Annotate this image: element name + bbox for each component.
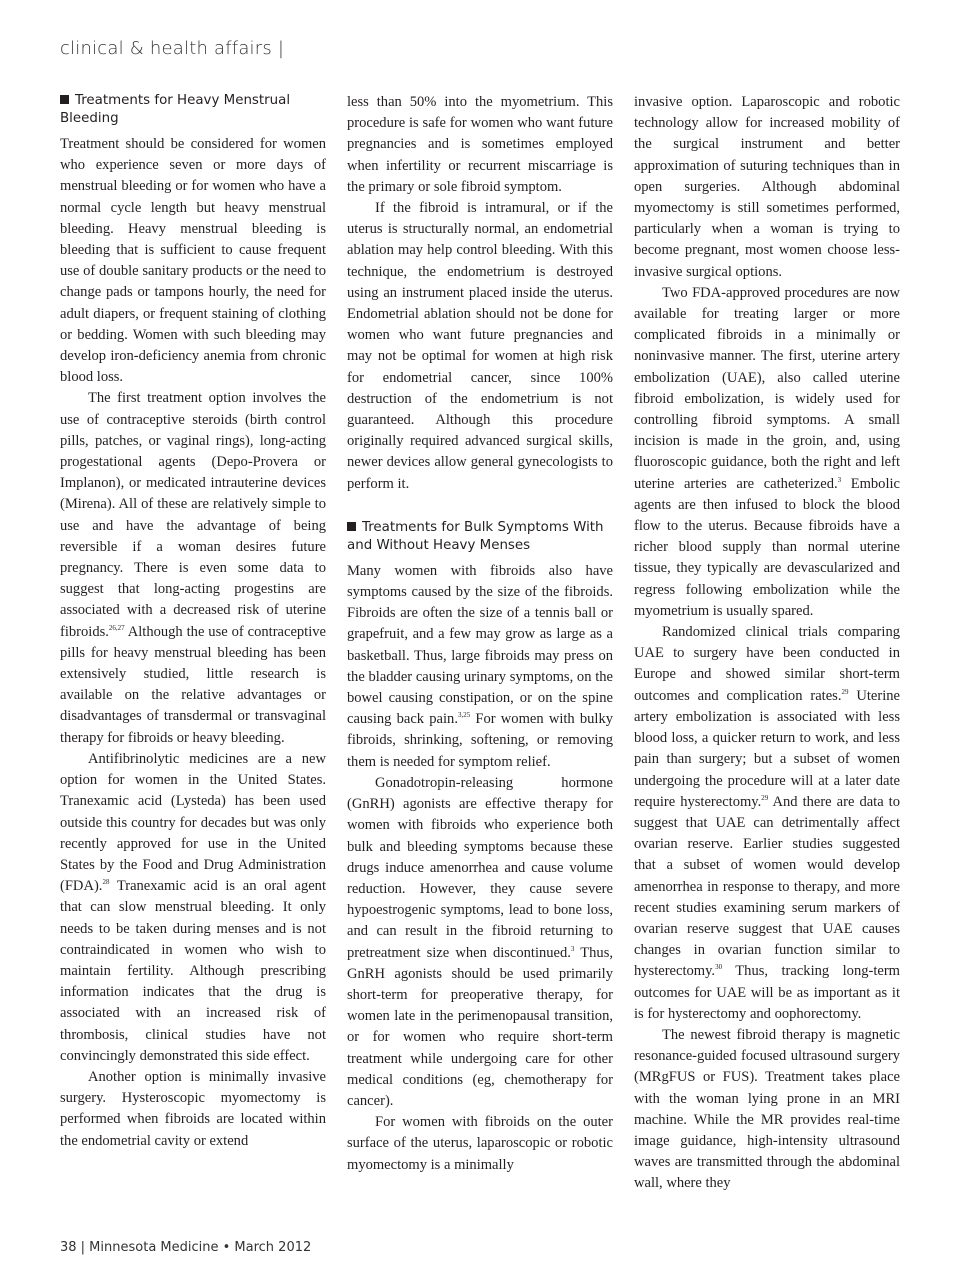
paragraph: invasive option. Laparoscopic and robotic technology allow for increased mobility of the surgical instrument and better approximation of suturing techniques than in open surgeries. Although abdominal myomectomy is still sometimes performed, particularly when a woman is trying to become pregnant, most women choose less-invasive surgical options. bbox=[634, 94, 900, 280]
reference-superscript: 3,25 bbox=[457, 711, 471, 720]
paragraph: The first treatment option involves the use of contraceptive steroids (birth control pills, patches, or vaginal rings), long-acting progestational agents (Depo-Provera or Implanon), or medicated intrauterine devices (Mirena). All of these are relatively simple to use and have the advantage of being reversible if a woman desires future pregnancy. There is even some data to suggest that long-acting progestins are associated with a decreased risk of uterine fibroids.$^{26,27}$ Although the use of contraceptive pills for heavy menstrual bleeding has been extensively studied, little research is available on the relative advantages or disadvantages of transdermal or transvaginal therapy for fibroids or heavy bleeding. bbox=[60, 390, 326, 746]
paragraph: Antifibrinolytic medicines are a new option for women in the United States. Tranexamic acid (Lysteda) has been used outside this country for decades but was only recently approved for use in the United States by the Food and Drug Administration (FDA).$^{28}$ Tranexamic acid is an oral agent that can slow menstrual bleeding. It only needs to be taken during menses and is not contraindicated in women who wish to maintain fertility. Although prescribing information indicates that the drug is associated with an increased risk of thrombosis, clinical studies have not convincingly demonstrated this side effect. bbox=[60, 750, 326, 1064]
reference-superscript: 3 bbox=[837, 475, 842, 484]
paragraph: Treatment should be considered for women who experience seven or more days of menstrual bleeding or for women who have a normal cycle length but heavy menstrual bleeding. Heavy menstrual bleeding is bleeding that is sufficient to cause frequent use of double sanitary products or the need to change pads or tampons hourly, the need for adult diapers, or frequent staining of clothing or bedding. Women with such bleeding may develop iron-deficiency anemia from chronic blood loss. bbox=[60, 136, 326, 386]
paragraph: Gonadotropin-releasing hormone (GnRH) agonists are effective therapy for women with fibroids who experience both bulk and bleeding symptoms because these drugs induce amenorrhea and cause volume reduction. However, they cause severe hypoestrogenic symptoms, lead to bone loss, and can result in the fibroid returning to pretreatment size when discontinued.$^3$ Thus, GnRH agonists should be used primarily short-term for preoperative therapy, for women late in the perimenopausal transition, or for women who require short-term treatment while undergoing care for other medical conditions (eg, chemotherapy for cancer). bbox=[347, 774, 613, 1109]
square-bullet-icon bbox=[347, 522, 356, 531]
reference-superscript: 28 bbox=[102, 878, 110, 887]
reference-superscript: 29 bbox=[841, 687, 849, 696]
section-heading-heavy-bleeding: Treatments for Heavy Menstrual Bleeding bbox=[60, 93, 291, 126]
column-3 bbox=[634, 92, 900, 1195]
page-footer: 38 | Minnesota Medicine • March 2012 bbox=[60, 1240, 312, 1255]
section-heading-bulk-symptoms: Treatments for Bulk Symptoms With and Without Heavy Menses bbox=[347, 519, 604, 553]
paragraph: Another option is minimally invasive surgery. Hysteroscopic myomectomy is performed when fibroids are located within the endometrial cavity or extend bbox=[60, 1068, 326, 1149]
column-2 bbox=[347, 92, 613, 1176]
paragraph: Two FDA-approved procedures are now available for treating larger or more complicated fibroids in a minimally or noninvasive manner. The first, uterine artery embolization (UAE), also called uterine fibroid embolization, is widely used for controlling fibroid symptoms. A small incision is made in the groin, and, using fluoroscopic guidance, both the right and left uterine arteries are catheterized.$^3$ Embolic agents are then infused to block the blood flow to the uterus. Because fibroids have a richer blood supply than normal uterine tissue, they typically are devascularized and regress following embolization while the myometrium is usually spared. bbox=[634, 284, 900, 619]
square-bullet-icon bbox=[60, 95, 69, 104]
paragraph: Randomized clinical trials comparing UAE to surgery have been conducted in Europe and showed similar short-term outcomes and complication rates.$^{29}$ Uterine artery embolization is associated with less blood loss, a quicker return to work, and less pain than surgery; but a subset of women undergoing the procedure will at a later date require hysterectomy.$^{29}$ And there are data to suggest that UAE can detrimentally affect ovarian reserve. Earlier studies suggested that a subset of women would develop amenorrhea in response to therapy, and more recent studies examining serum markers of ovarian reserve suggest that UAE causes changes in ovarian function similar to hysterectomy.$^{30}$ Thus, tracking long-term outcomes for UAE will be as important as it is for hysterectomy and oophorectomy. bbox=[634, 624, 901, 1022]
column-1 bbox=[60, 92, 326, 1152]
paragraph: Many women with fibroids also have symptoms caused by the size of the fibroids. Fibroids are often the size of a tennis ball or grapefruit, and a few may grow as large as a basketball. Thus, large fibroids may press on the bladder causing urinary symptoms, on the bowel causing constipation, or on the spine causing back pain.$^{3,25}$ For women with bulky fibroids, shrinking, softening, or removing them is needed for symptom relief. bbox=[347, 562, 614, 770]
paragraph: If the fibroid is intramural, or if the uterus is structurally normal, an endometrial ablation may help control bleeding. With this technique, the endometrium is destroyed using an instrument placed inside the uterus. Endometrial ablation should not be done for women who want future pregnancies and may not be optimal for women at high risk for endometrial cancer, since 100% destruction of the endometrium is not guaranteed. Although this procedure originally required advanced surgical skills, newer devices allow general gynecologists to perform it. bbox=[347, 200, 613, 492]
reference-superscript: 30 bbox=[715, 963, 723, 972]
reference-superscript: 26,27 bbox=[108, 623, 125, 632]
reference-superscript: 29 bbox=[761, 793, 769, 802]
paragraph: The newest fibroid therapy is magnetic resonance-guided focused ultrasound surgery (MRgFUS or FUS). Treatment takes place with the woman lying prone in an MRI machine. While the MR provides real-time image guidance, high-intensity ultrasound waves are transmitted through the abdominal wall, where they bbox=[634, 1026, 900, 1192]
paragraph: For women with fibroids on the outer surface of the uterus, laparoscopic or robotic myomectomy is a minimally bbox=[347, 1114, 613, 1173]
paragraph: less than 50% into the myometrium. This procedure is safe for women who want future pregnancies and is sometimes employed when infertility or recurrent miscarriage is the primary or sole fibroid symptom. bbox=[347, 94, 613, 195]
running-head: clinical & health affairs | bbox=[60, 38, 285, 59]
reference-superscript: 3 bbox=[570, 944, 575, 953]
